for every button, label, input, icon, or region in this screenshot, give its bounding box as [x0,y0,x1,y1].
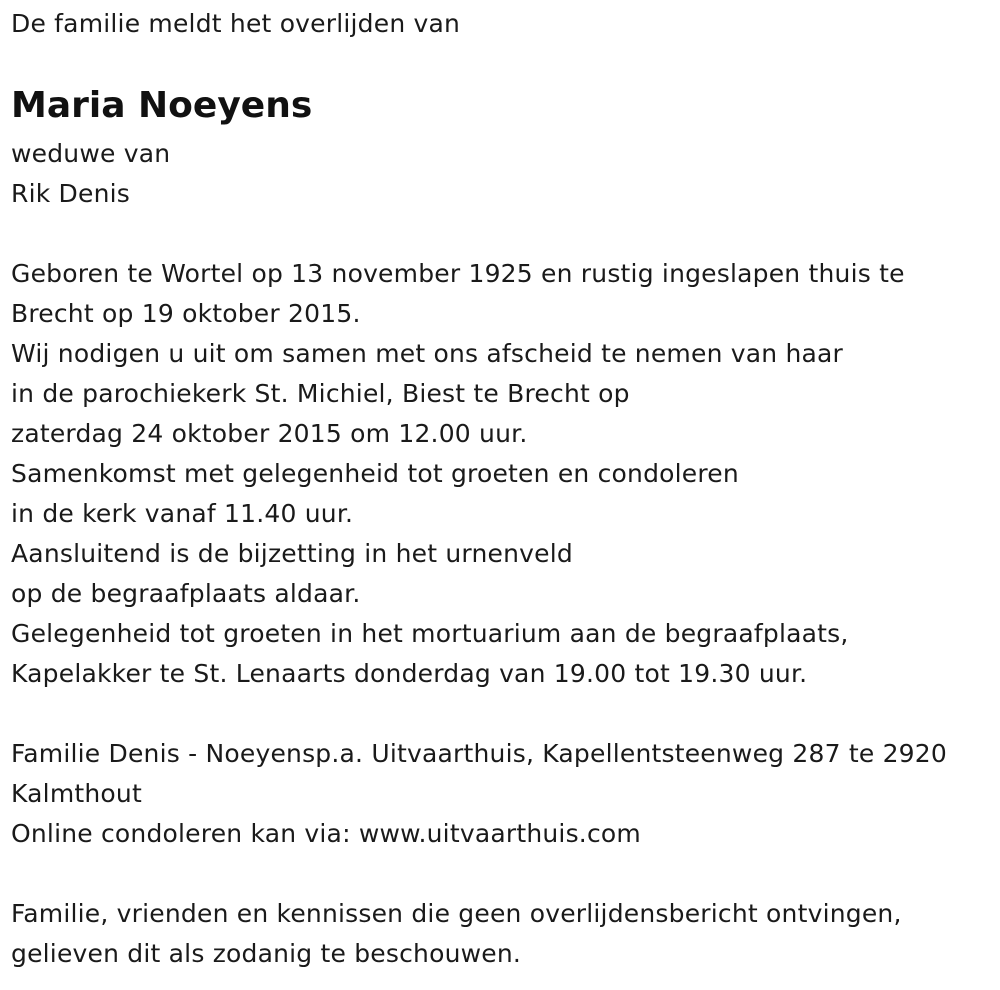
body-line: Gelegenheid tot groeten in het mortuarium aan de begraafplaats, [11,619,849,648]
footer-line: gelieven dit als zodanig te beschouwen. [11,939,522,968]
body-line: Samenkomst met gelegenheid tot groeten en condoleren [11,459,739,488]
family-line: Kalmthout [11,779,142,808]
intro-text: De familie meldt het overlijden van [11,9,461,38]
widow-of-label: weduwe van [11,139,171,168]
deceased-name: Maria Noeyens [11,85,313,126]
family-line: Familie Denis - Noeyensp.a. Uitvaarthuis, Kapellentsteenweg 287 te 2920 [11,739,947,768]
body-line: op de begraafplaats aldaar. [11,579,361,608]
online-condolence-line: Online condoleren kan via: www.uitvaarthuis.com [11,819,641,848]
notice-body [11,254,905,694]
body-line: Wij nodigen u uit om samen met ons afscheid te nemen van haar [11,339,844,368]
body-line: in de parochiekerk St. Michiel, Biest te Brecht op [11,379,630,408]
body-line: Kapelakker te St. Lenaarts donderdag van 19.00 tot 19.30 uur. [11,659,808,688]
body-line: Aansluitend is de bijzetting in het urnenveld [11,539,573,568]
body-line: Brecht op 19 oktober 2015. [11,299,361,328]
family-contact-block [11,734,947,854]
body-line: in de kerk vanaf 11.40 uur. [11,499,354,528]
body-line: zaterdag 24 oktober 2015 om 12.00 uur. [11,419,528,448]
body-line: Geboren te Wortel op 13 november 1925 en rustig ingeslapen thuis te [11,259,905,288]
widow-block [11,134,170,214]
footer-line: Familie, vrienden en kennissen die geen overlijdensbericht ontvingen, [11,899,902,928]
footer-note [11,894,902,974]
spouse-name: Rik Denis [11,179,130,208]
